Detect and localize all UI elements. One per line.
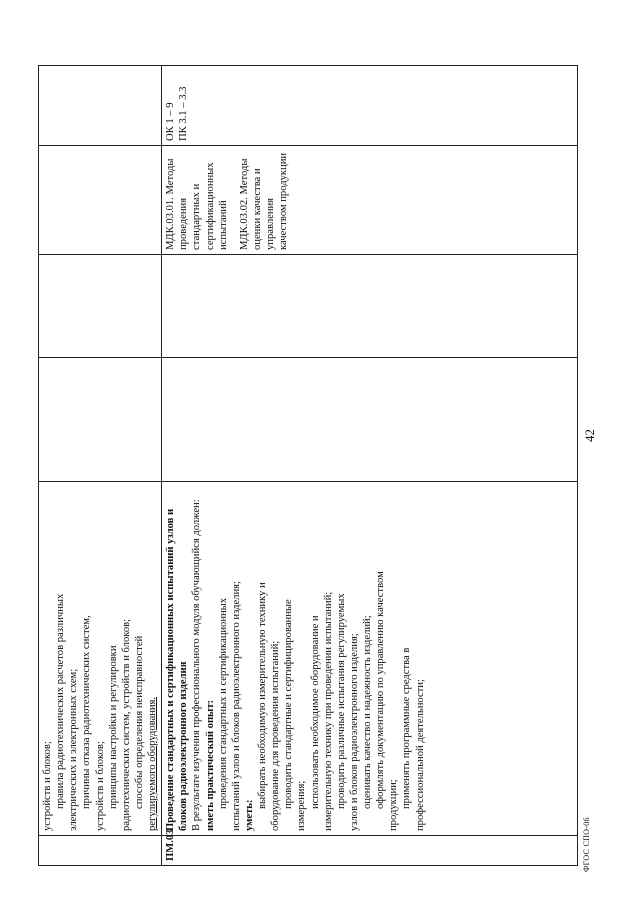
text-line: оборудование для проведения испытаний;	[270, 640, 282, 831]
skills-label: уметь:	[243, 799, 255, 831]
experience-list	[217, 486, 243, 831]
page-number: 42	[582, 429, 597, 442]
text-line: причины отказа радиотехнических систем,	[81, 615, 93, 809]
mdk-item: МДК.03.01. Методы проведения стандартных и сертификационных испытаний	[165, 158, 229, 250]
hours-required-cell	[39, 255, 162, 358]
text-line: способы определения неисправностей	[133, 635, 145, 809]
competencies-cell	[39, 66, 162, 146]
module-code: ПМ.03	[165, 829, 177, 861]
text-line: проводить стандартные и сертифицированные	[283, 599, 295, 809]
text-line: измерения;	[296, 780, 308, 831]
text-line: принципы настройки и регулировки	[107, 645, 119, 809]
rotated-page	[34, 36, 604, 872]
module-code-cell	[162, 829, 578, 866]
module-title: Проведение стандартных и сертификационных испытаний узлов и блоков радиоэлектронного изделия	[165, 508, 190, 831]
text-line: проводить различные испытания регулируемых	[335, 593, 347, 809]
content-cell	[162, 482, 578, 836]
curriculum-table-area	[38, 66, 578, 866]
table-row	[162, 66, 578, 866]
skills-list	[256, 486, 427, 831]
text-line: профессиональной деятельности;	[414, 679, 426, 831]
spacer	[230, 150, 238, 250]
text-line: применять программные средства в	[401, 647, 413, 809]
text-line: использовать необходимое оборудование и	[309, 615, 321, 809]
text-line: узлов и блоков радиоэлектронного изделия;	[348, 633, 360, 831]
experience-label: иметь практический опыт:	[204, 699, 216, 831]
mdk-cell	[162, 146, 578, 255]
table-row	[39, 66, 162, 866]
text-line: правила радиотехнических расчетов различных	[55, 593, 67, 809]
mdk-item: МДК.03.02. Методы оценки качества и управления качеством продукции	[238, 152, 290, 250]
text-line: продукции;	[388, 779, 400, 831]
footer-label: ФГОС СПО-06	[582, 817, 591, 872]
text-line: регулируемого оборудования.	[147, 696, 158, 831]
hours-total-cell	[39, 358, 162, 482]
hours-required-cell	[162, 255, 578, 358]
curriculum-table	[38, 65, 578, 866]
text-line: устройств и блоков;	[94, 741, 106, 831]
text-line: проведения стандартных и сертификационных	[217, 597, 229, 809]
text-line: выбирать необходимую измерительную технику и	[257, 582, 268, 809]
text-line: электрических и электронных схем;	[68, 668, 80, 831]
text-line: устройств и блоков;	[42, 741, 53, 831]
text-line: испытаний узлов и блоков радиоэлектронного изделия;	[230, 581, 242, 831]
mdk-cell	[39, 146, 162, 255]
module-code-cell	[39, 836, 162, 866]
text-line: оценивать качество и надежность изделий;	[362, 615, 373, 809]
module-intro: В результате изучения профессионального модуля обучающийся должен:	[191, 499, 203, 831]
general-competencies: ОК 1 – 9	[165, 102, 177, 141]
text-line: радиотехнических систем, устройств и блоков;	[120, 618, 132, 831]
text-line: оформлять документацию по управлению качеством	[375, 571, 387, 809]
hours-total-cell	[162, 358, 578, 482]
professional-competencies: ПК 3.1 – 3.3	[178, 86, 190, 141]
competencies-cell	[162, 66, 578, 146]
content-cell	[39, 482, 162, 836]
text-line: измерительную технику при проведении испытаний;	[322, 591, 334, 831]
